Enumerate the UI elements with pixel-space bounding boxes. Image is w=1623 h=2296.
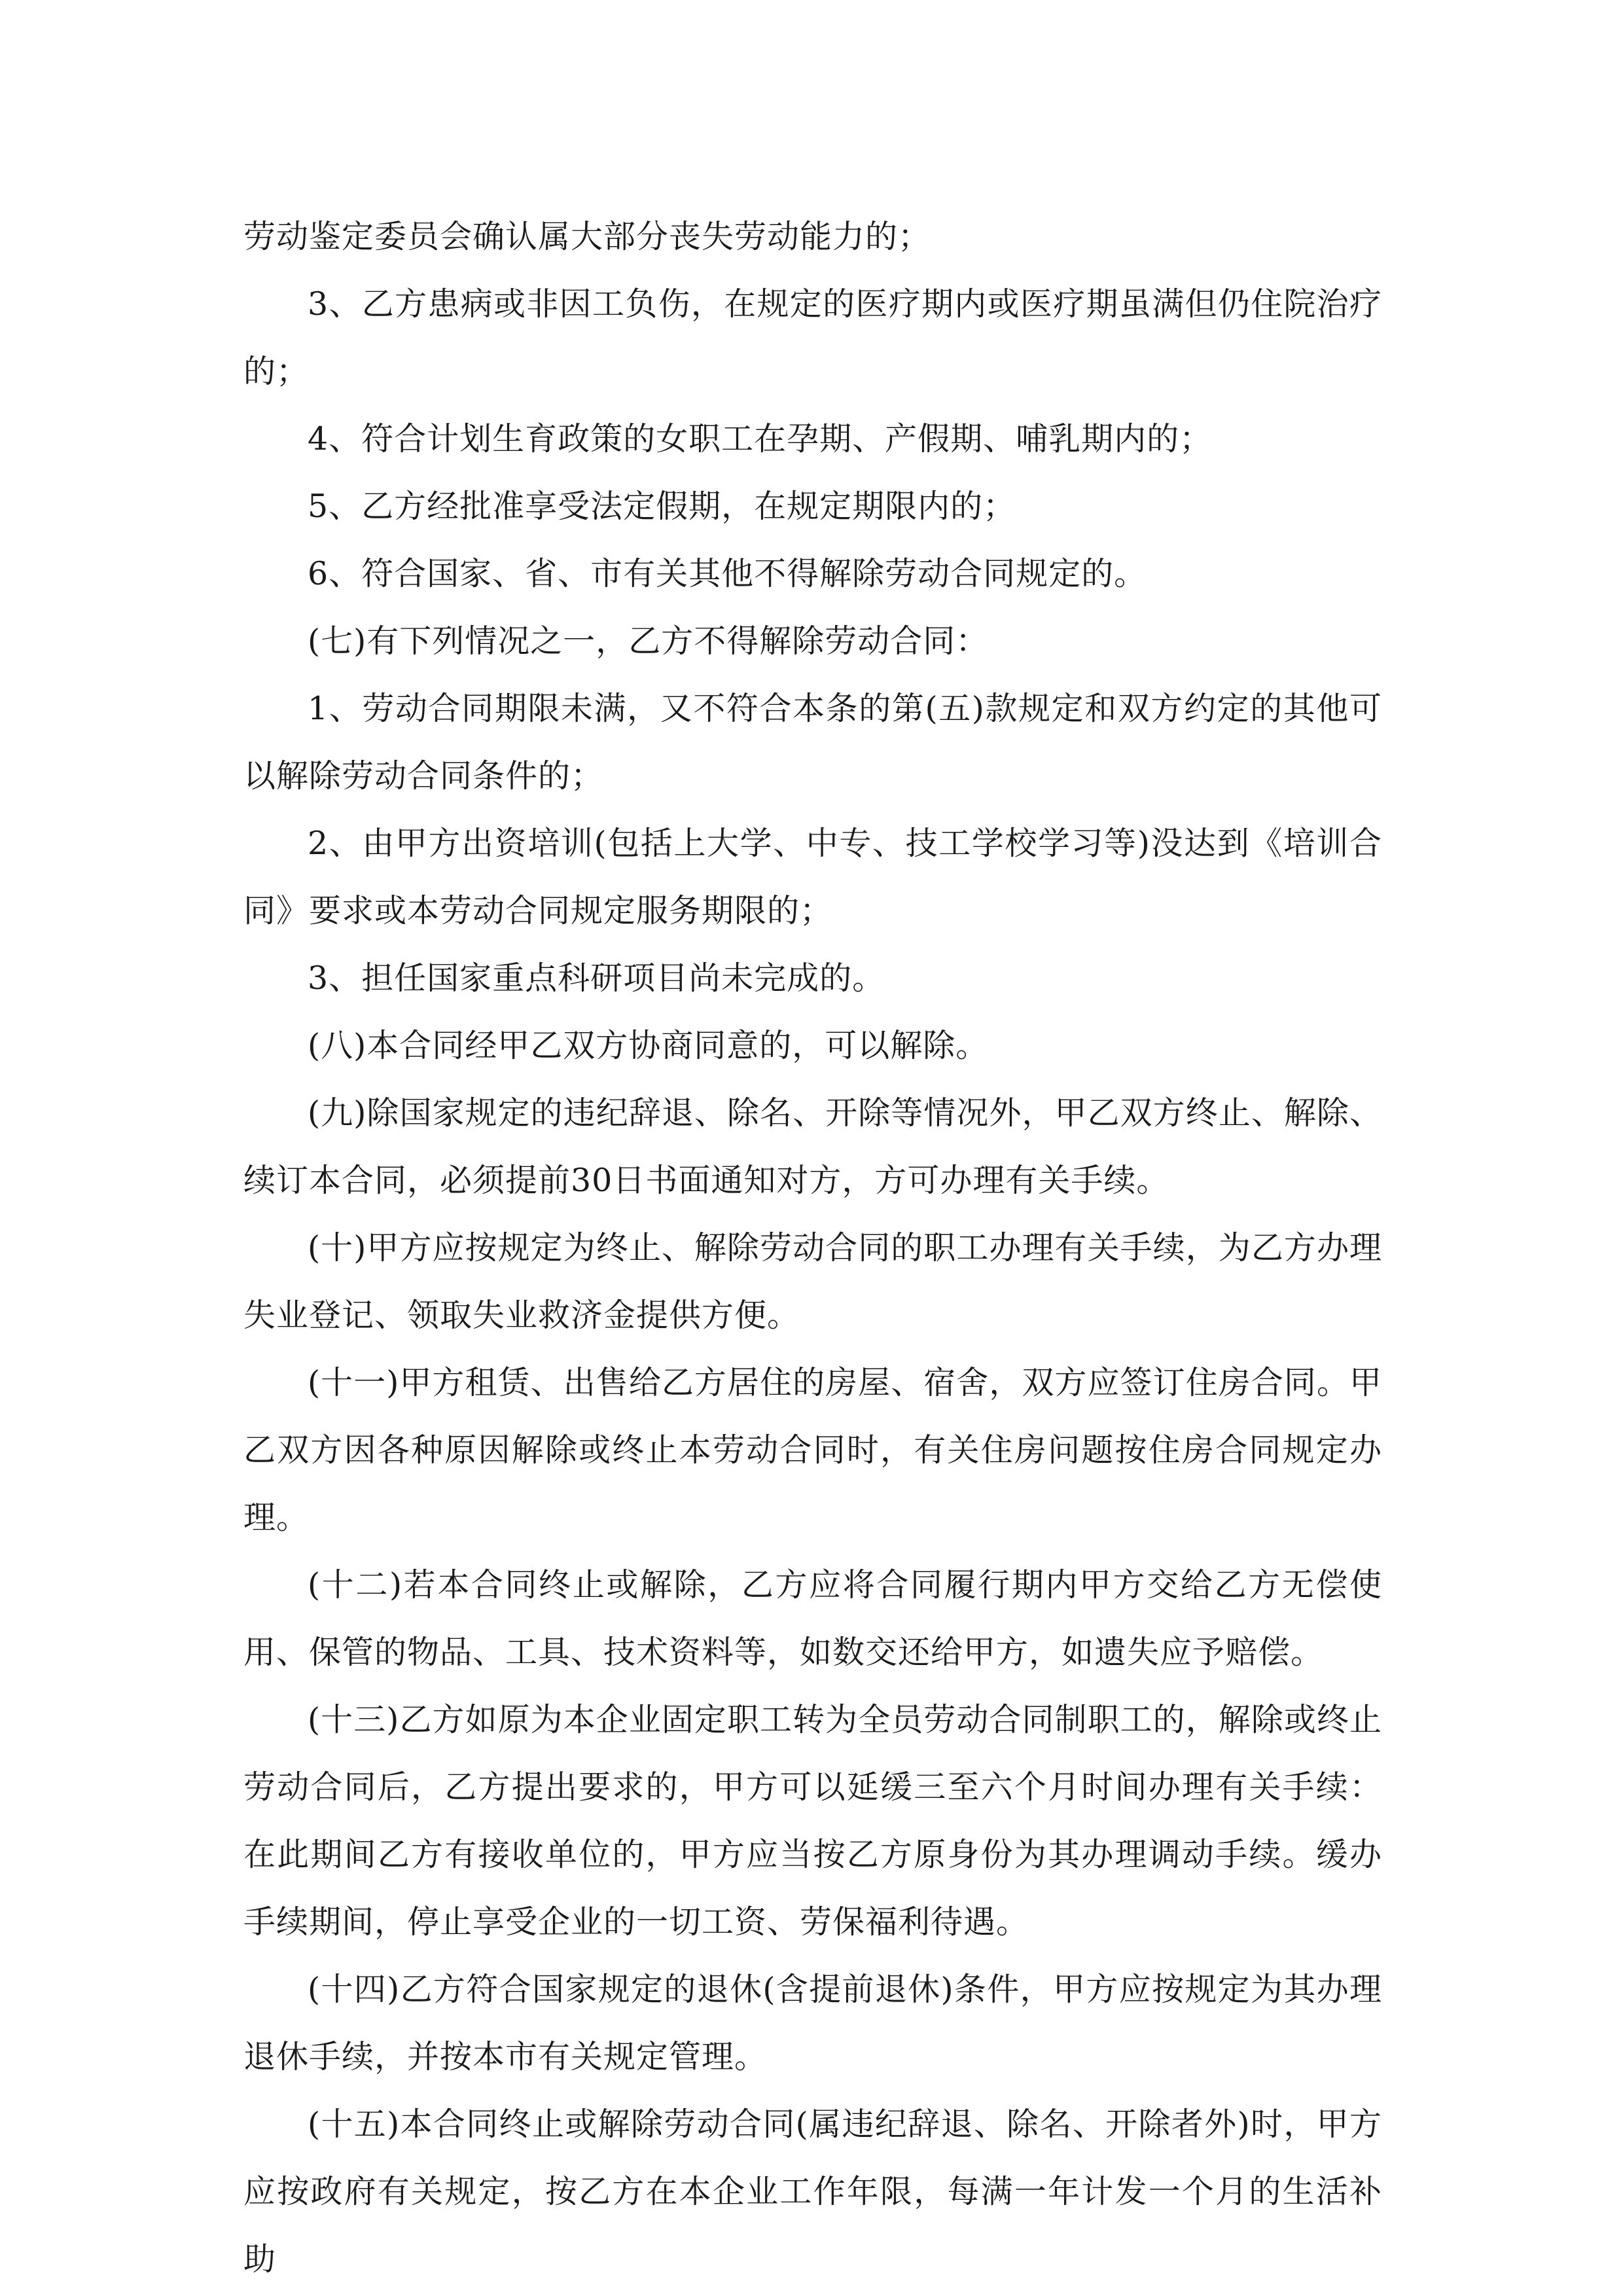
paragraph: 4、符合计划生育政策的女职工在孕期、产假期、哺乳期内的； — [308, 420, 1213, 457]
paragraph: 劳动鉴定委员会确认属大部分丧失劳动能力的； — [243, 218, 931, 255]
section-heading: (七)有下列情况之一，乙方不得解除劳动合同： — [308, 622, 989, 660]
clause-10: (十)甲方应按规定为终止、解除劳动合同的职工办理有关手续，为乙方办理失业登记、领取失业救济金提供方便。 — [243, 1229, 1382, 1334]
clause-14: (十四)乙方符合国家规定的退休(含提前退休)条件，甲方应按规定为其办理退休手续，并按本市有关规定管理。 — [243, 1971, 1382, 2075]
clause-11: (十一)甲方租赁、出售给乙方居住的房屋、宿舍，双方应签订住房合同。甲乙双方因各种原因解除或终止本劳动合同时，有关住房问题按住房合同规定办理。 — [243, 1364, 1382, 1536]
paragraph: 3、乙方患病或非因工负伤，在规定的医疗期内或医疗期虽满但仍住院治疗的； — [243, 285, 1382, 390]
paragraph: 1、劳动合同期限未满，又不符合本条的第(五)款规定和双方约定的其他可以解除劳动合同条件的； — [243, 690, 1382, 795]
paragraph: 2、由甲方出资培训(包括上大学、中专、技工学校学习等)没达到《培训合同》要求或本劳动合同规定服务期限的； — [243, 825, 1382, 929]
paragraph: 3、担任国家重点科研项目尚未完成的。 — [308, 960, 885, 997]
paragraph: 5、乙方经批准享受法定假期，在规定期限内的； — [308, 488, 1016, 525]
document-body — [243, 203, 1382, 2293]
paragraph: 6、符合国家、省、市有关其他不得解除劳动合同规定的。 — [308, 555, 1147, 592]
clause-8: (八)本合同经甲乙双方协商同意的，可以解除。 — [308, 1027, 989, 1064]
clause-15: (十五)本合同终止或解除劳动合同(属违纪辞退、除名、开除者外)时，甲方应按政府有关规定，按乙方在本企业工作年限，每满一年计发一个月的生活补助 — [243, 2106, 1382, 2278]
clause-12: (十二)若本合同终止或解除，乙方应将合同履行期内甲方交给乙方无偿使用、保管的物品、工具、技术资料等，如数交还给甲方，如遗失应予赔偿。 — [243, 1566, 1382, 1671]
clause-9: (九)除国家规定的违纪辞退、除名、开除等情况外，甲乙双方终止、解除、续订本合同，必须提前30日书面通知对方，方可办理有关手续。 — [243, 1094, 1382, 1199]
clause-13: (十三)乙方如原为本企业固定职工转为全员劳动合同制职工的，解除或终止劳动合同后，乙方提出要求的，甲方可以延缓三至六个月时间办理有关手续：在此期间乙方有接收单位的，甲方应当按乙方原身份为其办理调动手续。缓办手续期间，停止享受企业的一切工资、劳保福利待遇。 — [243, 1701, 1382, 1941]
